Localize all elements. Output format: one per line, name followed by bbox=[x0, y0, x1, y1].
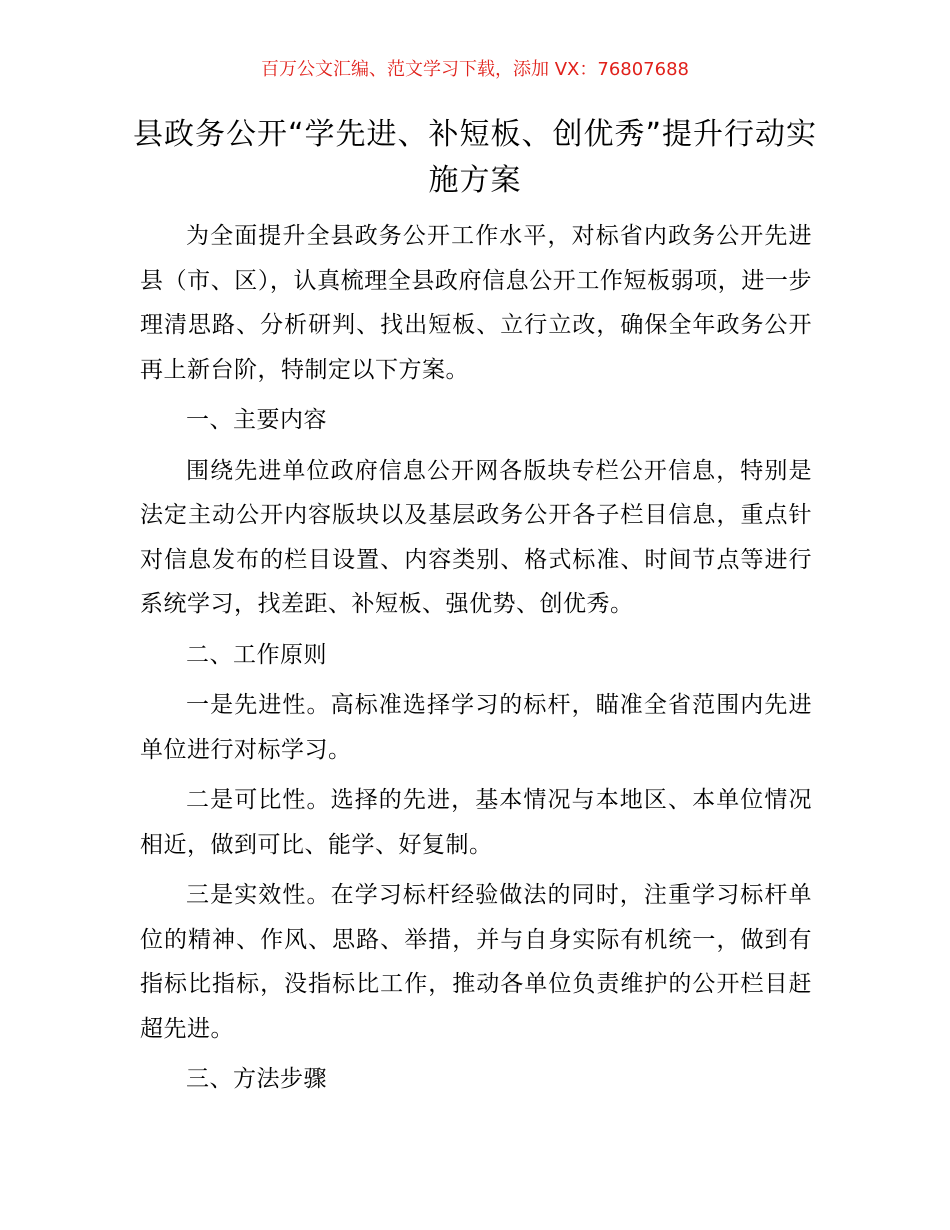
principle-advanced-paragraph: 一是先进性。高标准选择学习的标杆，瞄准全省范围内先进单位进行对标学习。 bbox=[140, 692, 812, 763]
section-heading-main-content: 一、主要内容 bbox=[186, 407, 327, 433]
principle-effective-paragraph: 三是实效性。在学习标杆经验做法的同时，注重学习标杆单位的精神、作风、思路、举措，并与自身实际有机统一，做到有指标比指标，没指标比工作，推动各单位负责维护的公开栏目赶超先进。 bbox=[140, 882, 812, 1042]
header-watermark-note: 百万公文汇编、范文学习下载，添加 VX：76807688 bbox=[261, 59, 689, 80]
document-body bbox=[140, 214, 812, 1102]
document-title: 县政务公开“学先进、补短板、创优秀”提升行动实施方案 bbox=[132, 117, 818, 198]
section-heading-method-steps: 三、方法步骤 bbox=[186, 1066, 327, 1092]
intro-paragraph: 为全面提升全县政务公开工作水平，对标省内政务公开先进县（市、区），认真梳理全县政府信息公开工作短板弱项，进一步理清思路、分析研判、找出短板、立行立改，确保全年政务公开再上新台阶，特制定以下方案。 bbox=[140, 223, 812, 383]
principle-comparable-paragraph: 二是可比性。选择的先进，基本情况与本地区、本单位情况相近，做到可比、能学、好复制。 bbox=[140, 787, 812, 858]
section-heading-work-principles: 二、工作原则 bbox=[186, 641, 327, 668]
section-main-content-paragraph: 围绕先进单位政府信息公开网各版块专栏公开信息，特别是法定主动公开内容版块以及基层政务公开各子栏目信息，重点针对信息发布的栏目设置、内容类别、格式标准、时间节点等进行系统学习，找差距、补短板、强优势、创优秀。 bbox=[140, 457, 812, 617]
